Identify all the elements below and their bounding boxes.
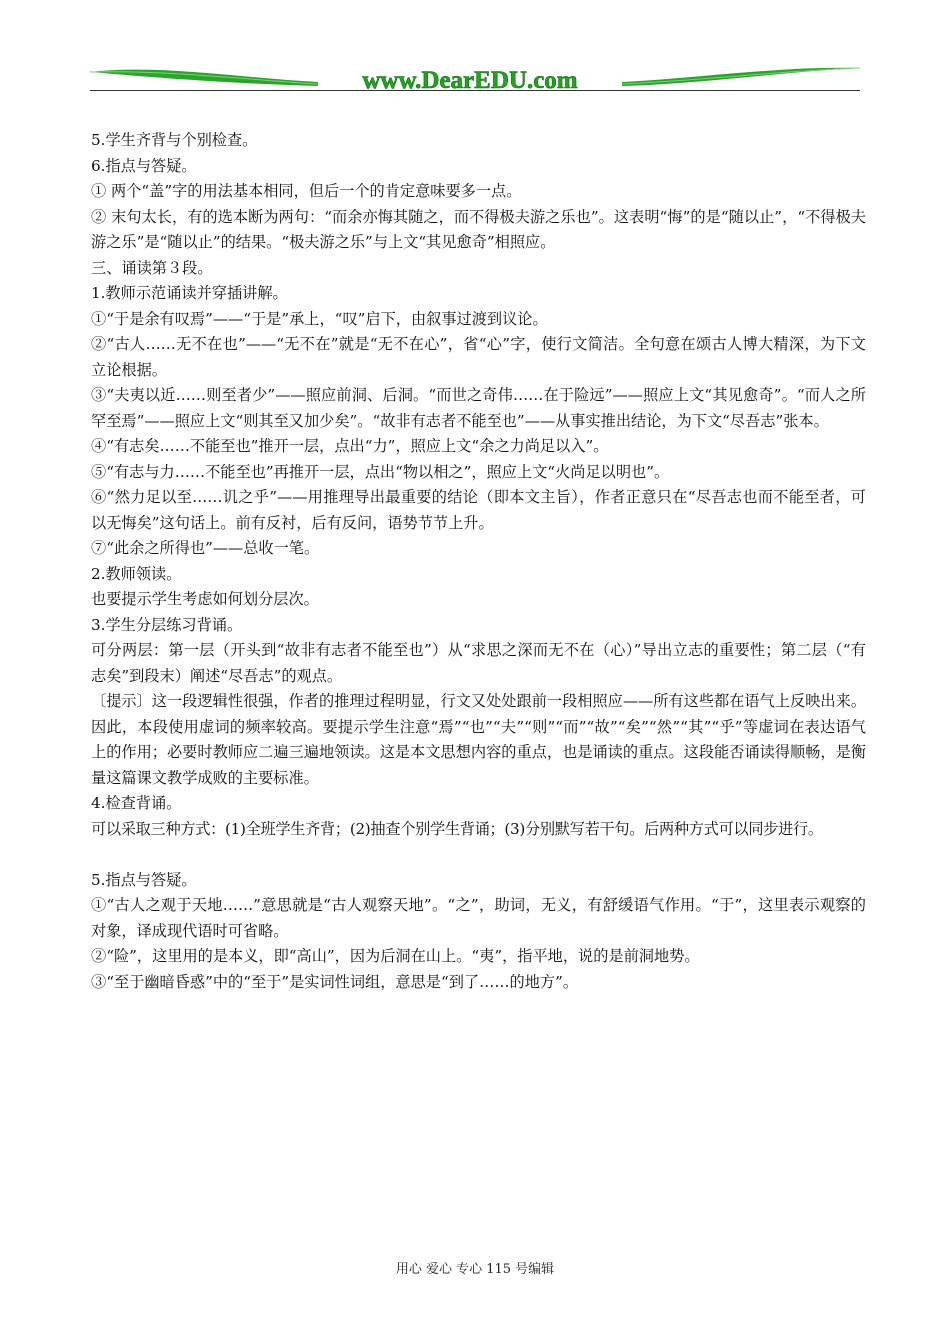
paragraph: 〔提示〕这一段逻辑性很强，作者的推理过程明显，行文又处处跟前一段相照应——所有这些都在语气上反映出来。因此，本段使用虚词的频率较高。要提示学生注意“焉”“也”“夫”“则”“而”“故”“矣”“然”“其”“乎”等虚词在表达语气上的作用；必要时教师应二遍三遍地领读。这是本文思想内容的重点，也是诵读的重点。这段能否诵读得顺畅，是衡量这篇课文教学成败的主要标准。	[91, 692, 866, 787]
paragraph: 6.指点与答疑。	[91, 156, 197, 175]
paragraph: 5.指点与答疑。	[91, 870, 197, 889]
paragraph: ② 末句太长，有的选本断为两句：“而余亦悔其随之，而不得极夫游之乐也”。这表明“悔”的是“随以止”，“不得极夫游之乐”是“随以止”的结果。“极夫游之乐”与上文“其见愈奇”相照应。	[91, 207, 866, 251]
paragraph: 三、诵读第３段。	[91, 258, 213, 277]
paragraph: ②“险”，这里用的是本义，即“高山”，因为后洞在山上。“夷”，指平地，说的是前洞地势。	[91, 947, 700, 965]
page-footer: 用心 爱心 专心 115 号编辑	[395, 1262, 555, 1277]
blank-line	[91, 842, 866, 868]
paragraph: ⑥“然力足以至……讥之乎”——用推理导出最重要的结论（即本文主旨），作者正意只在“尽吾志也而不能至者，可以无悔矣”这句话上。前有反衬，后有反问，语势节节上升。	[91, 488, 866, 532]
paragraph: ③“夫夷以近……则至者少”——照应前洞、后洞。“而世之奇伟……在于险远”——照应上文“其见愈奇”。“而人之所罕至焉”——照应上文“则其至又加少矣”。“故非有志者不能至也”——从事实推出结论，为下文“尽吾志”张本。	[91, 386, 866, 430]
paragraph: 可分两层：第一层（开头到“故非有志者不能至也”）从“求思之深而无不在（心）”导出立志的重要性；第二层（“有志矣”到段末）阐述“尽吾志”的观点。	[91, 641, 866, 685]
document-body	[91, 128, 866, 995]
paragraph: ④“有志矣……不能至也”推开一层，点出“力”，照应上文“余之力尚足以入”。	[91, 437, 609, 455]
paragraph: ②“古人……无不在也”——“无不在”就是“无不在心”，省“心”字，使行文简洁。全句意在颂古人博大精深，为下文立论根据。	[91, 335, 866, 379]
paragraph: 可以采取三种方式：(1)全班学生齐背；(2)抽查个别学生背诵；(3)分别默写若干句。后两种方式可以同步进行。	[91, 819, 823, 838]
paragraph: 3.学生分层练习背诵。	[91, 615, 243, 634]
paragraph: ① 两个“盖”字的用法基本相同，但后一个的肯定意味要多一点。	[91, 182, 522, 200]
paragraph: ①“于是余有叹焉”——“于是”承上，“叹”启下，由叙事过渡到议论。	[91, 309, 548, 328]
paragraph: ①“古人之观于天地……”意思就是“古人观察天地”。“之”，助词，无义，有舒缓语气作用。“于”，这里表示观察的对象，译成现代语时可省略。	[91, 896, 866, 940]
paragraph: ③“至于幽暗昏惑”中的“至于”是实词性词组，意思是“到了……的地方”。	[91, 972, 579, 991]
paragraph: 4.检查背诵。	[91, 794, 182, 812]
site-logo-text: www.DearEDU.com	[362, 67, 578, 94]
paragraph: ⑦“此余之所得也”——总收一笔。	[91, 539, 320, 557]
paragraph: ⑤“有志与力……不能至也”再推开一层，点出“物以相之”，照应上文“火尚足以明也”。	[91, 462, 670, 481]
paragraph: 5.学生齐背与个别检查。	[91, 131, 258, 149]
header-divider	[90, 90, 860, 91]
paragraph: 也要提示学生考虑如何划分层次。	[91, 590, 319, 608]
paragraph: 1.教师示范诵读并穿插讲解。	[91, 284, 288, 302]
paragraph: 2.教师领读。	[91, 564, 182, 583]
